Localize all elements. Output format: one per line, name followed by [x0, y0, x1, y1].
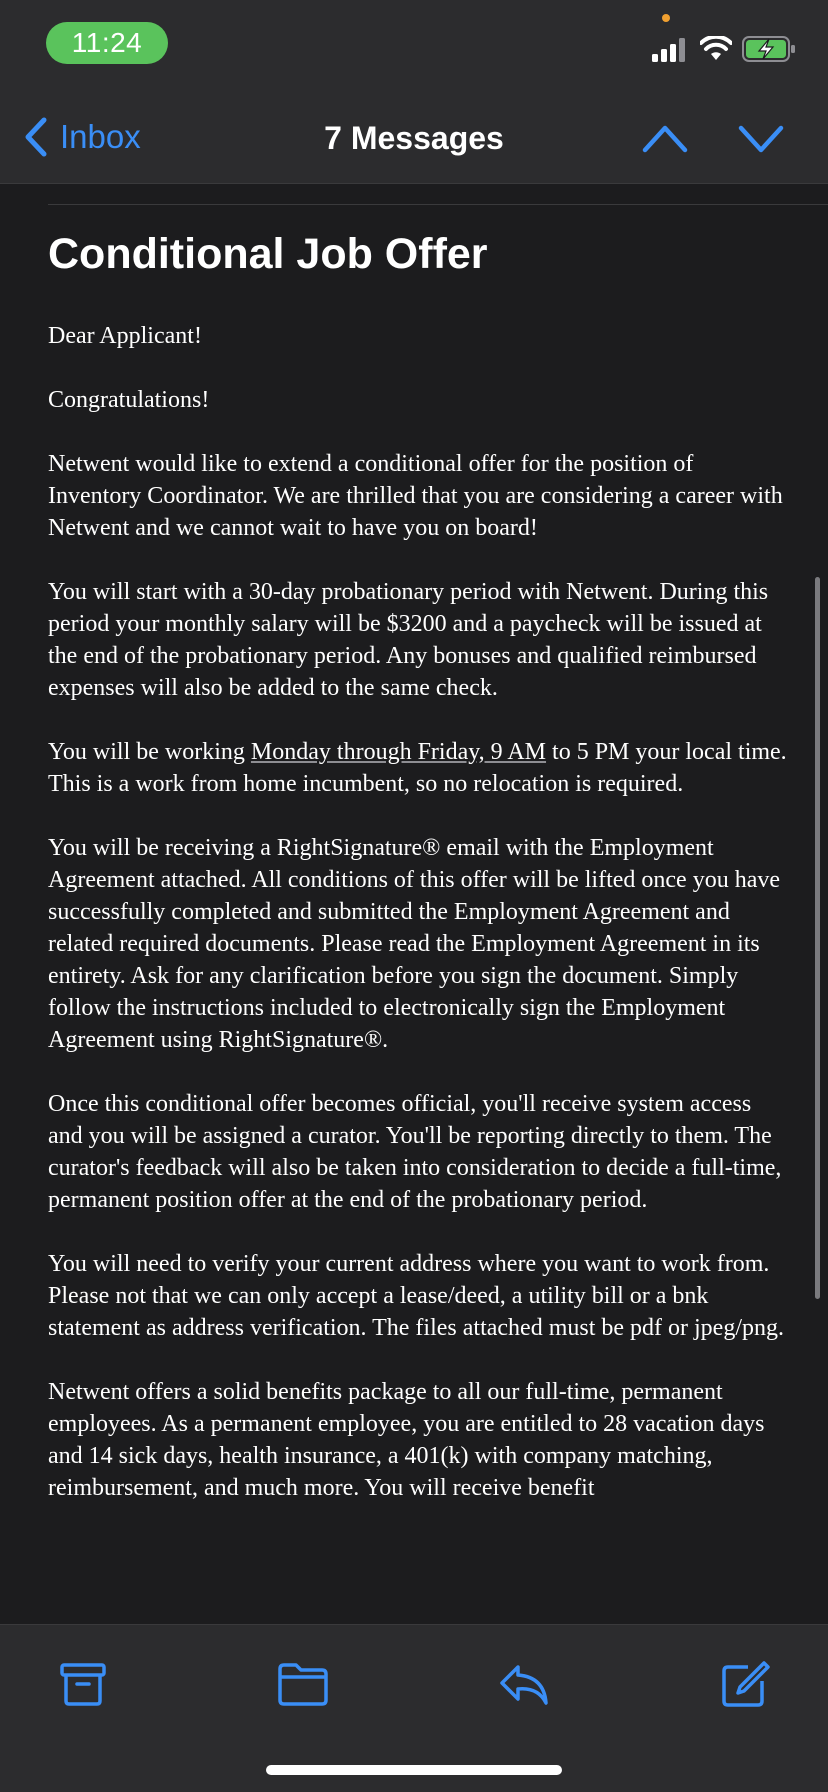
- status-bar: [0, 0, 828, 90]
- email-body: [48, 320, 788, 1536]
- paragraph-schedule: [48, 736, 788, 800]
- message-content[interactable]: [0, 184, 828, 1624]
- schedule-date-link[interactable]: Monday through Friday, 9 AM: [250, 739, 547, 765]
- divider: [48, 204, 828, 205]
- battery-charging-icon: [742, 36, 796, 62]
- paragraph-signature: You will be receiving a RightSignature® email with the Employment Agreement attached. All conditions of this offer will be lifted once you have successfully completed and submitted the Employment Agreement and related required documents. Please read the Employment Agreement in its entirety. Ask for any clarification before you sign the document. Simply follow the instructions included to electronically sign the Employment Agreement using RightSignature®.: [48, 835, 781, 1053]
- paragraph-salary: You will start with a 30-day probationary period with Netwent. During this period your monthly salary will be $3200 and a paycheck will be issued at the end of the probationary period. Any bonuses and qualified reimbursed expenses will also be added to the same check.: [48, 579, 769, 701]
- time-pill[interactable]: [46, 22, 168, 64]
- paragraph-offer: Netwent would like to extend a conditional offer for the position of Inventory Coordinator. We are thrilled that you are considering a career with Netwent and we cannot wait to have you on board!: [48, 451, 783, 541]
- back-label: Inbox: [60, 118, 141, 155]
- schedule-text-before: You will be working: [48, 739, 251, 765]
- paragraph-curator: Once this conditional offer becomes official, you'll receive system access and you will be assigned a curator. You'll be reporting directly to them. The curator's feedback will also be taken into consideration to decide a full-time, permanent position offer at the end of the probationary period.: [48, 1091, 782, 1213]
- privacy-indicator-dot: [662, 14, 670, 22]
- signal-icon: [652, 38, 688, 62]
- next-message-chevron-down-icon[interactable]: [736, 118, 786, 158]
- schedule-text-after: to 5 PM your local time. This is a work from home incumbent, so no relocation is required.: [48, 739, 787, 797]
- congratulations: Congratulations!: [48, 387, 210, 413]
- paragraph-address: You will need to verify your current address where you want to work from. Please not that we can only accept a lease/deed, a utility bill or a bnk statement as address verification. The files attached must be pdf or jpeg/png.: [48, 1251, 784, 1341]
- greeting: Dear Applicant!: [48, 323, 202, 349]
- paragraph-benefits: Netwent offers a solid benefits package to all our full-time, permanent employees. As a permanent employee, you are entitled to 28 vacation days and 14 sick days, health insurance, a 401(k) with company matching, reimbursement, and much more. You will receive benefit: [48, 1379, 765, 1501]
- navigation-bar: [0, 90, 828, 184]
- scrollbar[interactable]: [815, 577, 820, 1299]
- wifi-icon: [700, 36, 732, 62]
- folder-icon[interactable]: [276, 1659, 330, 1709]
- status-time: 11:24: [71, 27, 143, 58]
- previous-message-chevron-up-icon[interactable]: [640, 118, 690, 158]
- home-indicator[interactable]: [266, 1765, 562, 1775]
- compose-icon[interactable]: [718, 1659, 772, 1709]
- reply-icon[interactable]: [498, 1659, 552, 1709]
- email-subject: Conditional Job Offer: [48, 230, 488, 278]
- archive-icon[interactable]: [56, 1659, 110, 1709]
- message-count-title: 7 Messages: [324, 120, 504, 156]
